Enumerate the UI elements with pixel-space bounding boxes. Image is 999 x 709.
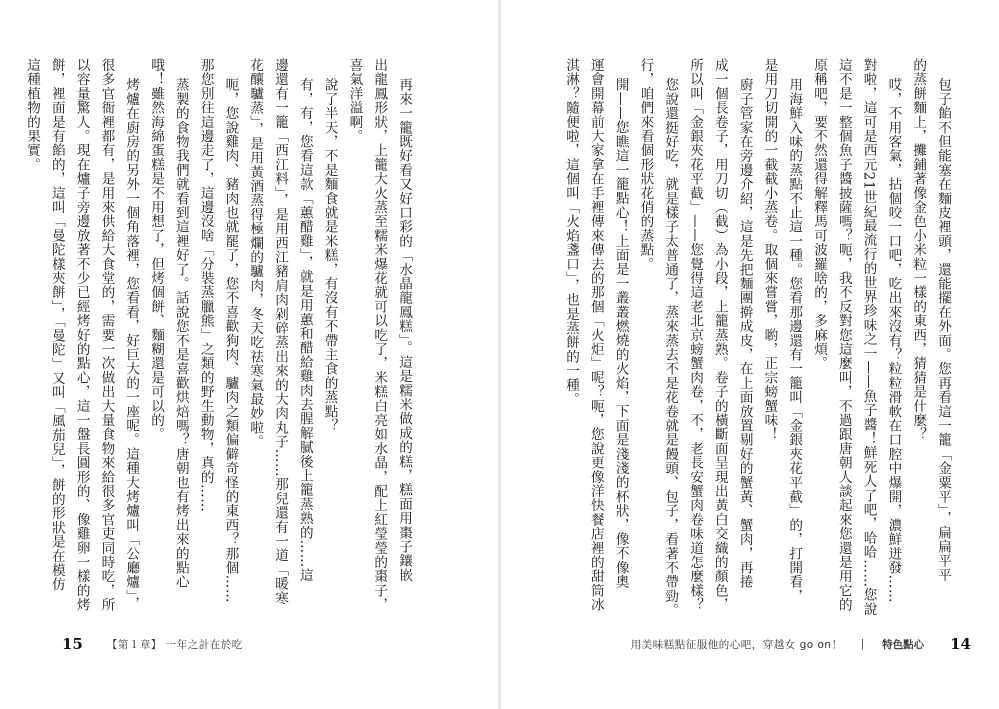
left-page-footer [62,636,243,652]
footer-separator: | [860,638,865,650]
left-running-head: 【第１章】 一年之計在於吃 [106,638,243,651]
left-page-number: 15 [62,635,83,653]
left-page [0,0,499,709]
right-page [500,0,999,709]
right-page-footer [631,636,971,652]
right-page-body-text: 包子餡不但能塞在麵皮裡頭，還能擺在外面。您再看這一籠「金粟平」，扁扁平平 的蒸餅麵上，攤鋪著像金色小米粒一樣的東西，猜猜是什麼？ 哎，不用客氣，拈個咬一口吧，吃出來沒有？粒粒滑軟在口腔中爆開，濃鮮迸發…… 對啦，這可是西元21世紀最流行的世界珍味之一——魚子醬！鮮死人了吧，哈哈……您說 這不是一整個魚子醬披薩嗎？呃，我不反對您這麼叫，不過跟唐朝人談起來您還是用它的 原稱吧，要不然還得解釋馬可波羅啥的，多麻煩。 用海鮮入味的蒸點不止這一種。您看那邊還有一籠叫「金銀夾花平截」的，打開看， 是用刀切開的一截截小蒸卷。取個來嘗嘗，喲，正宗螃蟹味！ 廚子管家在旁邊介紹，這是先把麵團擀成皮，在上面放置剔好的蟹黃、蟹肉，再捲 成一個長卷子，用刀切（截）為小段，上籠蒸熟。卷子的橫斷面呈現出黃白交織的顏色， 所以叫「金銀夾花平截」——您覺得這老北京螃蟹肉卷，不，老長安蟹肉卷味道怎麼樣？ 您說還挺好吃，就是樣子太普通了，蒸來蒸去不是花卷就是饅頭、包子，看著不帶勁。 行，咱們來看個形狀花俏的蒸點。 開——您瞧這一籠點心！上面是一叢叢燃燒的火焰，下面是淺淺的杯狀，像不像奧 運會開幕前大家拿在手裡傳來傳去的那個「火炬」呢？呃，您說更像洋快餐店裡的甜筒冰 淇淋？隨便啦，這個叫「火焰盞口」，也是蒸餅的一種。 [563,58,951,618]
right-running-head: 用美味糕點征服他的心吧，穿越女 go on！ [630,638,843,651]
right-page-number: 14 [950,635,971,653]
left-page-body-text: 再來一籠既好看又好口彩的「水晶龍鳳糕」。這是糯米做成的糕，糕面用棗子鑲嵌 出龍鳳形狀，上籠大火蒸至糯米爆花就可以吃了，米糕白亮如水晶，配上紅瑩瑩的棗子， 喜氣洋溢啊。 說了半天，不是麵食就是米糕，有沒有不帶主食的蒸點？ 有，有，您看這款「蕙醋雞」，就是用蕙和醋給雞肉去腥解膩後上籠蒸熟的……這 邊還有一籠「西江料」，是用西江豬肩肉剁碎蒸出來的大肉丸子……那兒還有一道「暖寒 花釀驢蒸」，是用黃酒蒸得極爛的驢肉，冬天吃祛寒氣最妙啦。 呃，您說雞肉、豬肉也就罷了，您不喜歡狗肉、驢肉之類偏僻奇怪的東西？那個…… 那您別往這邊走了，這邊沒啥「分裝蒸臘熊」之類的野生動物，真的…… 蒸製的食物我們就看到這裡好了。話說您不是喜歡烘焙嗎？唐朝也有烤出來的點心 哦！雖然海綿蛋糕是不用想了，但烤個餅、麵糊還是可以的。 烤爐在廚房的另外一個角落裡，您看看，好巨大的一座呢。這種大烤爐叫「公廳爐」， 很多官衙裡都有，是用來供給大食堂的，需要一次做出大量食物來給很多官吏同時吃，所 以容量驚人。現在爐子旁邊放著不少已經烤好的點心，這一盤長圓形的、像雞卵一樣的烤 餅，裡面是有餡的，這叫「曼陀樣夾餅」，「曼陀」又叫「風茄兒」，餅的形狀是在模仿 這種植物的果實。 [24,58,412,612]
section-label: 特色點心 [882,638,925,651]
